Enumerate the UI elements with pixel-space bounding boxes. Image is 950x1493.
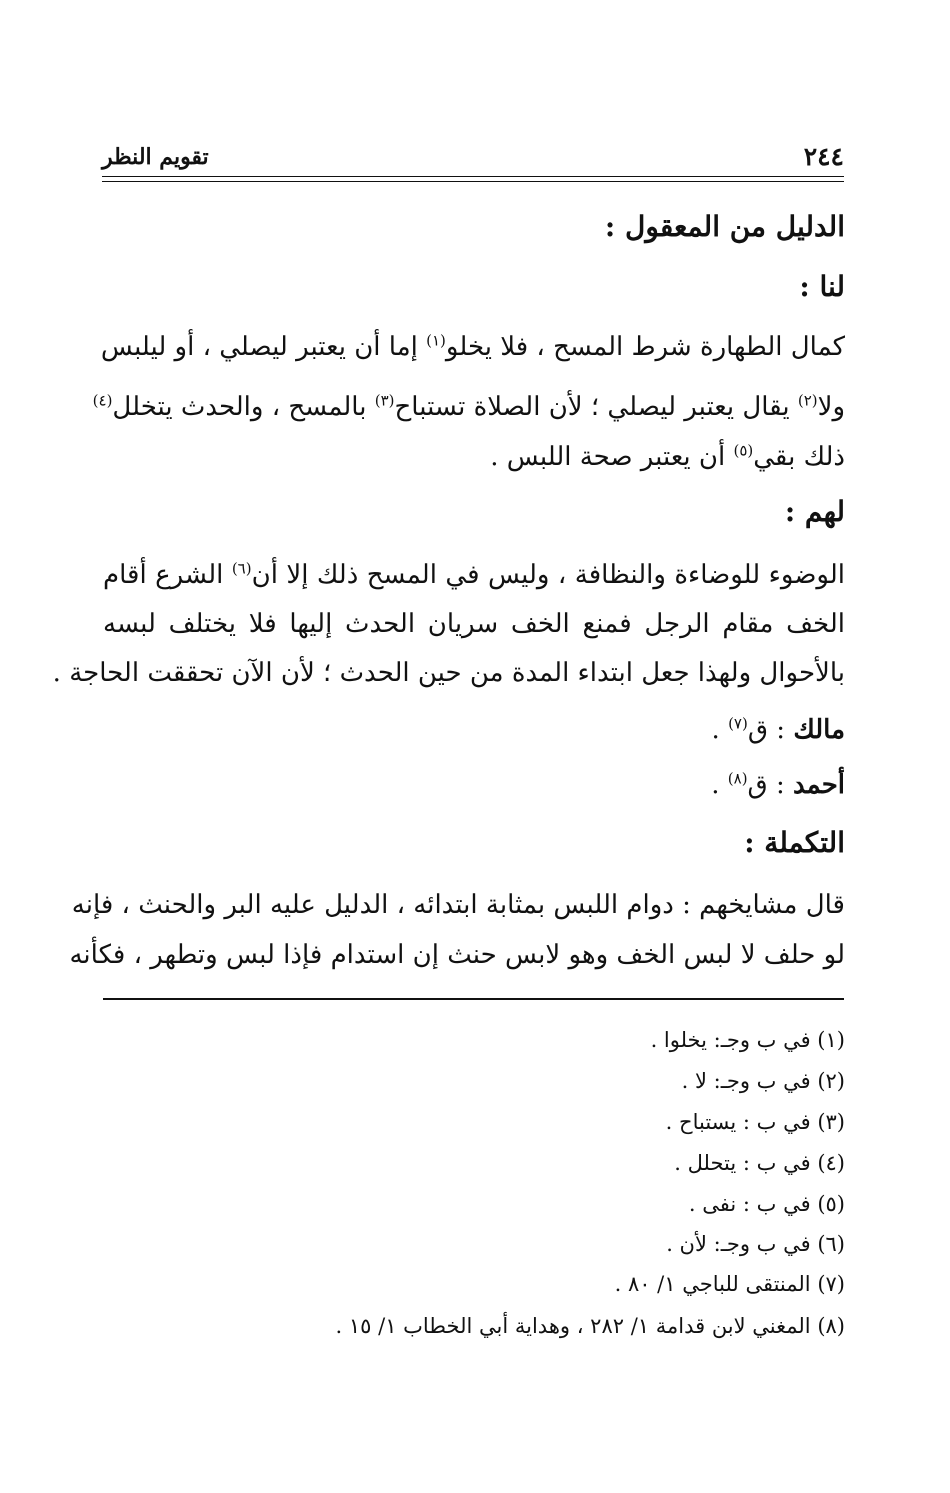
footnote-ref-5: (٥) <box>733 441 754 460</box>
footnote-2: (٢) في ب وجـ: لا . <box>681 1069 845 1093</box>
footnote-ref-3: (٣) <box>374 391 395 410</box>
running-title: تقويم النظر <box>102 144 209 170</box>
lana-heading: لنا : <box>799 270 845 303</box>
takmila-heading: التكملة : <box>744 826 845 859</box>
paragraph-2-line-2: الخف مقام الرجل فمنع الخف سريان الحدث إليها فلا يختلف لبسه <box>103 609 845 639</box>
malik-label: مالك <box>793 715 845 745</box>
footnote-ref-1: (١) <box>426 331 446 350</box>
page-header <box>102 140 844 180</box>
footnote-ref-2: (٢) <box>797 391 818 410</box>
malik-opinion: مالك : ق$^{(٧)}$ . <box>711 714 845 745</box>
footnote-5: (٥) في ب : نفى . <box>688 1192 845 1216</box>
paragraph-1-line-1: كمال الطهارة شرط المسح ، فلا يخلو$^{(١)}$ إما أن يعتبر ليصلي ، أو ليلبس <box>100 331 845 362</box>
footnote-ref-4: (٤) <box>92 391 113 410</box>
paragraph-3-line-2: لو حلف لا لبس الخف وهو لابس حنث إن استدام فإذا لبس وتطهر ، فكأنه <box>69 940 845 970</box>
header-rule-top <box>102 176 844 177</box>
footnote-8: (٨) المغني لابن قدامة ١/ ٢٨٢ ، وهداية أبي الخطاب ١/ ١٥ . <box>335 1314 845 1338</box>
footnote-ref-6: (٦) <box>231 559 252 578</box>
footnote-7: (٧) المنتقى للباجي ١/ ٨٠ . <box>614 1272 845 1296</box>
footnote-1: (١) في ب وجـ: يخلوا . <box>650 1028 845 1052</box>
paragraph-1-line-3: ذلك بقي$^{(٥)}$ أن يعتبر صحة اللبس . <box>490 441 845 472</box>
footnote-ref-8: (٨) <box>727 769 748 788</box>
paragraph-1-line-2: ولا$^{(٢)}$ يقال يعتبر ليصلي ؛ لأن الصلاة تستباح$^{(٣)}$ بالمسح ، والحدث يتخلل$^{(٤)}$ <box>92 391 845 422</box>
footnote-6: (٦) في ب وجـ: لأن . <box>666 1232 845 1256</box>
footnote-ref-7: (٧) <box>728 714 748 733</box>
paragraph-2-line-1: الوضوء للوضاءة والنظافة ، وليس في المسح ذلك إلا أن$^{(٦)}$ الشرع أقام <box>103 559 845 590</box>
header-rule-bottom <box>102 181 844 182</box>
ahmad-opinion: أحمد : ق$^{(٨)}$ . <box>711 769 845 800</box>
footnote-3: (٣) في ب : يستباح . <box>665 1110 845 1134</box>
ahmad-label: أحمد <box>793 770 845 800</box>
footnote-4: (٤) في ب : يتحلل . <box>674 1151 845 1175</box>
footnote-separator <box>103 998 844 1000</box>
lahum-heading: لهم : <box>784 495 845 528</box>
paragraph-2-line-3: بالأحوال ولهذا جعل ابتداء المدة من حين الحدث ؛ لأن الآن تحققت الحاجة . <box>52 658 845 688</box>
evidence-heading: الدليل من المعقول : <box>604 210 845 243</box>
page-number: ٢٤٤ <box>803 142 844 171</box>
paragraph-3-line-1: قال مشايخهم : دوام اللبس بمثابة ابتدائه ، الدليل عليه البر والحنث ، فإنه <box>71 890 845 920</box>
